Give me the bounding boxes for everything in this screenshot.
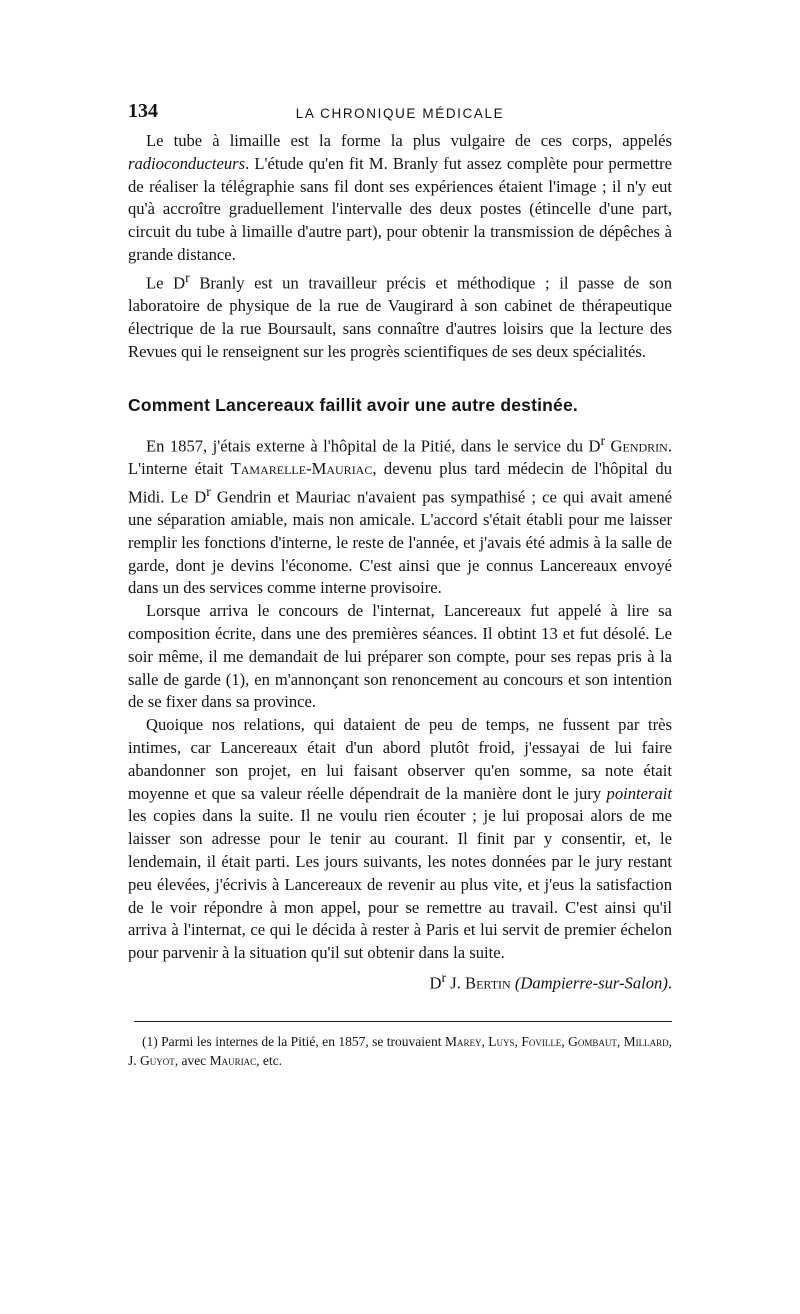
paragraph-concours: Lorsque arriva le concours de l'internat, Lancereaux fut appelé à lire sa composition écrite, dans une des premières séances. Il obtint 13 et fut désolé. Le soir même, il me demandait de lui préparer son compte, pour ses repas pris à la salle de garde (1), en m'annonçant son renoncement au concours et son intention de se fixer dans sa province. [128,601,672,712]
text-run: Quoique nos relations, qui dataient de peu de temps, ne fussent par très intimes, car Lancereaux était d'un abord plutôt froid, j'essayai de lui faire abandonner son projet, en lui faisant observer qu'en somme, sa note était moyenne et que sa valeur réelle dépendrait de la manière dont le jury [128,715,672,803]
small-caps-name: Millard [623,1034,669,1050]
small-caps-name: Mauriac [209,1053,257,1069]
running-title: LA CHRONIQUE MÉDICALE [295,106,505,121]
text-run: . [667,973,672,993]
text-run: , devenu plus tard médecin de l'hôpital du Midi. Le D [128,458,672,507]
small-caps-name: Gendrin [610,436,668,456]
text-run: , [514,1034,522,1050]
text-run: , etc. [256,1053,283,1069]
footnote [128,1032,672,1070]
text-run: , avec [174,1053,210,1069]
text-run: . L'interne était [128,436,672,478]
small-caps-name: Luys [488,1034,515,1050]
superscript: r [206,483,211,499]
small-caps-name: Gombaut [568,1034,617,1050]
text-run: . L'étude qu'en fit M. Branly fut assez complète pour permettre de réaliser la télégraphie sans fil dont ses expériences étaient l'image ; il n'y eut qu'à accroître graduellement l'intervalle des deux postes (étincelle d'une part, circuit du tube à limaille d'autre part), pour obtenir la transmission de dépêches à grande distance. [128,153,672,264]
text-run: Le D [146,273,186,293]
small-caps-name: Tamarelle-Mauriac [230,458,373,478]
superscript: r [600,432,606,448]
small-caps-name: Foville [521,1034,562,1050]
text-run: , [561,1034,569,1050]
text-run: , [481,1034,489,1050]
author-place: (Dampierre-sur-Salon) [514,973,668,993]
page-header [128,100,672,124]
text-run: , [616,1034,624,1050]
text-run: Branly est un travailleur précis et méthodique ; il passe de son laboratoire de physique de la rue de Vaugirard à son cabinet de thérapeutique électrique de la rue Boursault, sans connaître d'autres loisirs que la lecture des Revues qui le renseignent sur les progrès scientifiques de ses deux spécialités. [128,273,672,361]
paragraph-pitie-1857 [128,430,672,601]
text-run: (1) Parmi les internes de la Pitié, en 1857, se trouvaient [142,1034,445,1050]
text-run: D [429,973,442,993]
text-run: J. [446,973,466,993]
superscript: r [441,969,447,985]
section-heading: Comment Lancereaux faillit avoir une autre destinée. [128,394,578,415]
paragraph-tube-limaille [128,130,672,267]
author-name: Bertin [465,973,511,993]
text-run: En 1857, j'étais externe à l'hôpital de la Pitié, dans le service du D [146,436,601,456]
superscript: r [185,269,190,285]
text-run: , J. [128,1034,673,1069]
text-run: Gendrin et Mauriac n'avaient pas sympathisé ; ce qui avait amené une séparation amiable, mais non amicale. L'accord s'était établi pour me laisser remplir les fonctions d'interne, le reste de l'année, et j'avais été admis à la salle de garde, dont je devins l'économe. C'est ainsi que je connus Lancereaux envoyé dans un des services comme interne provisoire. [128,487,673,598]
italic-term: pointerait [606,783,672,803]
signature [128,967,672,995]
paragraph-relations [128,714,672,965]
footnote-divider [134,1021,672,1022]
paragraph-branly [128,267,672,364]
small-caps-name: Guyot [140,1053,175,1069]
document-page [128,100,672,1070]
italic-term: radioconducteurs [128,153,246,173]
page-number: 134 [128,100,158,122]
small-caps-name: Marey [444,1034,482,1050]
text-run: Le tube à limaille est la forme la plus vulgaire de ces corps, appelés [146,131,672,150]
text-run: les copies dans la suite. Il ne voulu rien écouter ; je lui proposai alors de me laisser son adresse pour le tenir au courant. Il finit par y consentir, et, le lendemain, il était parti. Les jours suivants, les notes données par le jury restant peu élevées, j'écrivis à Lancereaux de revenir au plus vite, et j'eus la satisfaction de le voir répondre à mon appel, pour se remettre au travail. C'est ainsi qu'il arriva à l'internat, ce qui le décida à rester à Paris et lui servit de premier échelon pour parvenir à la situation qu'il sut obtenir dans la suite. [128,806,672,963]
